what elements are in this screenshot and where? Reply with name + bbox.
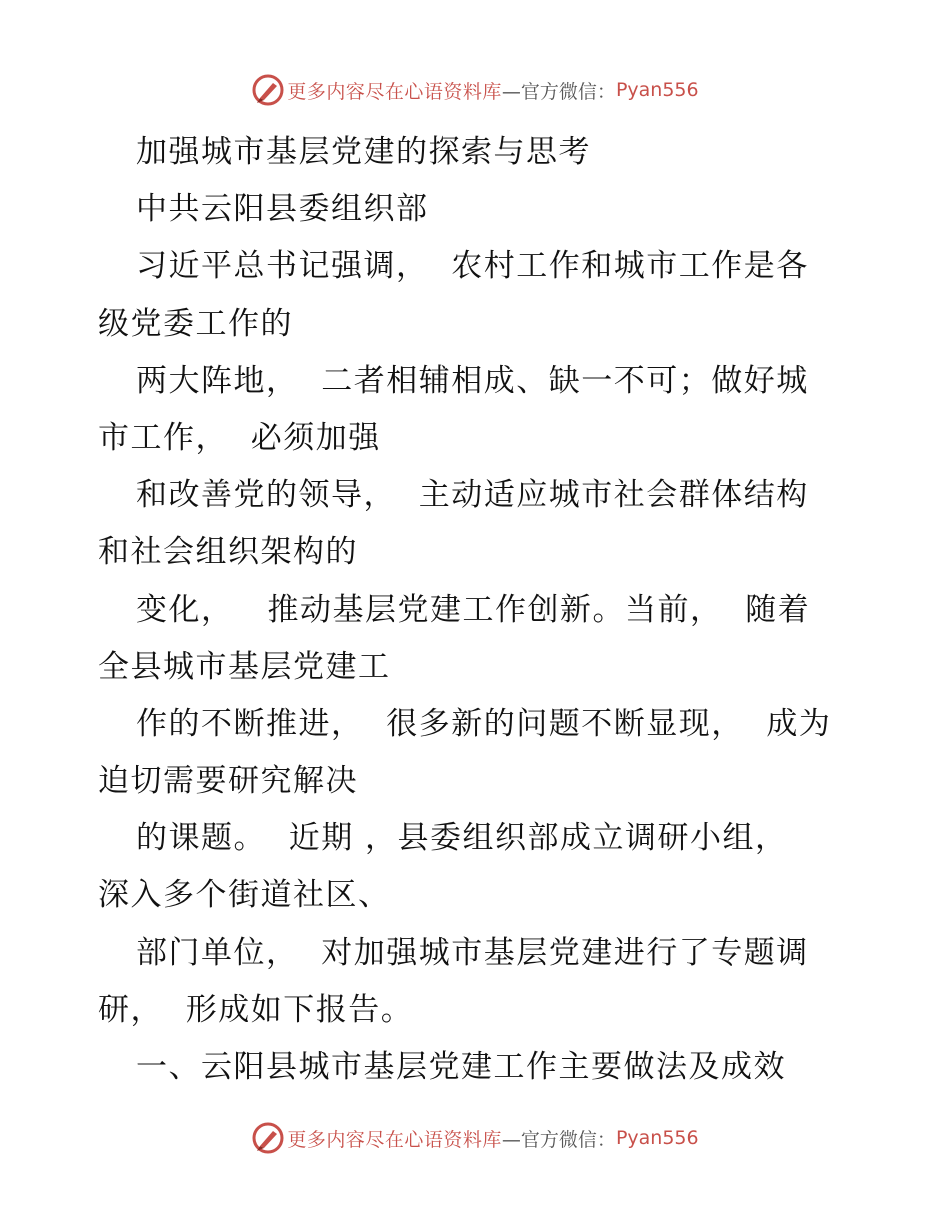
- doc-line: 变化， 推动基层党建工作创新。当前， 随着: [136, 591, 811, 628]
- doc-line: 的课题。 近期 ，县委组织部成立调研小组，: [136, 820, 788, 857]
- header-banner: [0, 70, 950, 110]
- pen-logo-icon: [251, 73, 285, 107]
- document-body: [98, 124, 858, 1096]
- doc-line: 研， 形成如下报告。: [98, 991, 414, 1028]
- doc-line: 级党委工作的: [98, 305, 293, 342]
- doc-line: 全县城市基层党建工: [98, 648, 391, 685]
- doc-line: 迫切需要研究解决: [98, 763, 358, 800]
- doc-line: 市工作， 必须加强: [98, 419, 381, 456]
- banner-dash-text: —官方微信：: [501, 1128, 616, 1151]
- doc-line: 习近平总书记强调， 农村工作和城市工作是各: [136, 248, 809, 285]
- doc-line: 两大阵地， 二者相辅相成、缺一不可；做好城: [136, 362, 809, 399]
- section-heading: 一、云阳县城市基层党建工作主要做法及成效: [136, 1049, 786, 1085]
- banner-main-text: 更多内容尽在心语资料库: [287, 80, 502, 103]
- doc-line: 深入多个街道社区、: [98, 877, 391, 914]
- doc-line: 和改善党的领导， 主动适应城市社会群体结构: [136, 477, 809, 514]
- banner-wechat-id: Pyan556: [615, 79, 699, 101]
- doc-author: 中共云阳县委组织部: [136, 191, 429, 228]
- doc-line: 部门单位， 对加强城市基层党建进行了专题调: [136, 934, 809, 971]
- pen-logo-icon: [251, 1121, 285, 1155]
- banner-dash-text: —官方微信：: [501, 80, 616, 103]
- banner-wechat-id: Pyan556: [615, 1127, 699, 1149]
- footer-banner: [0, 1118, 950, 1158]
- banner-main-text: 更多内容尽在心语资料库: [287, 1128, 502, 1151]
- doc-title: 加强城市基层党建的探索与思考: [136, 134, 591, 170]
- doc-line: 和社会组织架构的: [98, 534, 358, 571]
- doc-line: 作的不断推进， 很多新的问题不断显现， 成为: [136, 705, 832, 742]
